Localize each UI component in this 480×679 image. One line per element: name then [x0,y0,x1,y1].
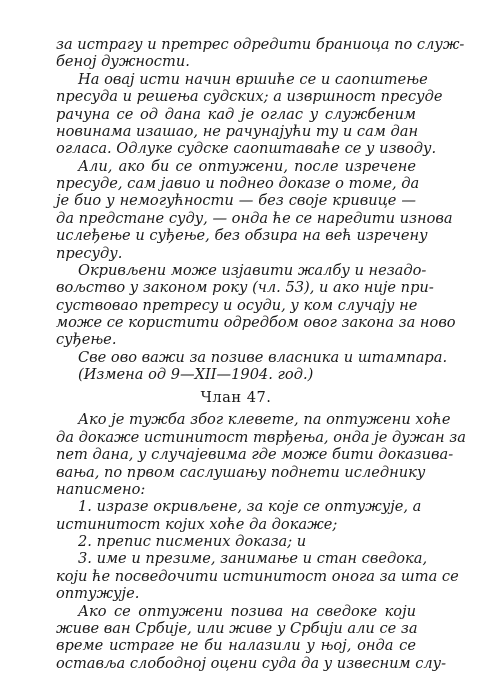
text-line: ислеђење и суђење, без обзира на већ изречену [56,227,428,245]
text-line: вања, по првом саслушању поднети иследнику [56,463,426,481]
text-line: који ће посведочити истинитост онога за шта се [56,567,459,585]
text-line: живе ван Србије, или живе у Србији али се за [56,619,418,637]
text-line: за истрагу и претрес одредити браниоца по служ- [56,36,465,53]
text-line: Ако се оптужени позива на сведоке који [78,602,416,620]
text-line: пресуде, сам јавио и поднео доказе о томе, да [56,175,420,192]
text-line: рачуна се од дана кад је оглас у службеним [56,105,416,123]
text-line: суђење. [56,331,117,349]
text-line: истинитост којих хоће да докаже; [56,515,338,533]
text-line: пет дана, у случајевима где може бити доказива- [56,446,454,464]
text-line: огласа. Одлуке судске саопштаваће се у изводу. [56,140,437,158]
text-line: (Измена од 9—XII—1904. год.) [78,366,314,384]
text-line: пресуда и решења судских; а извршност пресуде [56,88,443,106]
text-line: да предстане суду, — онда ће се наредити изнова [56,209,453,227]
text-line: пресуду. [56,244,123,262]
text-line: време истраге не би налазили у њој, онда се [56,637,416,655]
text-line: оптужује. [56,585,140,603]
text-line: Ако је тужба због клевете, па оптужени хоће [78,411,451,429]
text-line: Али, ако би се оптужени, после изречене [78,157,416,175]
article-heading: Члан 47. [200,388,272,406]
text-line: може се користити одредбом овог закона за ново [56,314,456,331]
text-line: 1. изразе окривљене, за које се оптужује, а [78,498,422,516]
text-line: да докаже истинитост тврђења, онда је дужан за [56,428,466,446]
text-line: новинама изашао, не рачунајући ту и сам дан [56,122,419,140]
text-line: Окривљени може изјавити жалбу и незадо- [78,261,427,279]
text-line: Све ово важи за позиве власника и штампара. [78,348,448,366]
text-line: вољство у законом року (чл. 53), и ако није при- [56,279,434,297]
text-line: 3. име и презиме, занимање и стан сведока, [78,550,428,568]
text-line: На овај исти начин вршиће се и саопштење [78,70,428,88]
text-line: суствовао претресу и осуди, у ком случају не [56,296,418,314]
text-line: 2. препис писмених доказа; и [78,533,307,550]
text-line: оставља слободној оцени суда да у извесним слу- [56,654,447,672]
text-line: написмено: [56,480,146,498]
text-line: беној дужности. [56,53,190,71]
text-line: је био у немогућности — без своје кривице — [56,192,416,210]
